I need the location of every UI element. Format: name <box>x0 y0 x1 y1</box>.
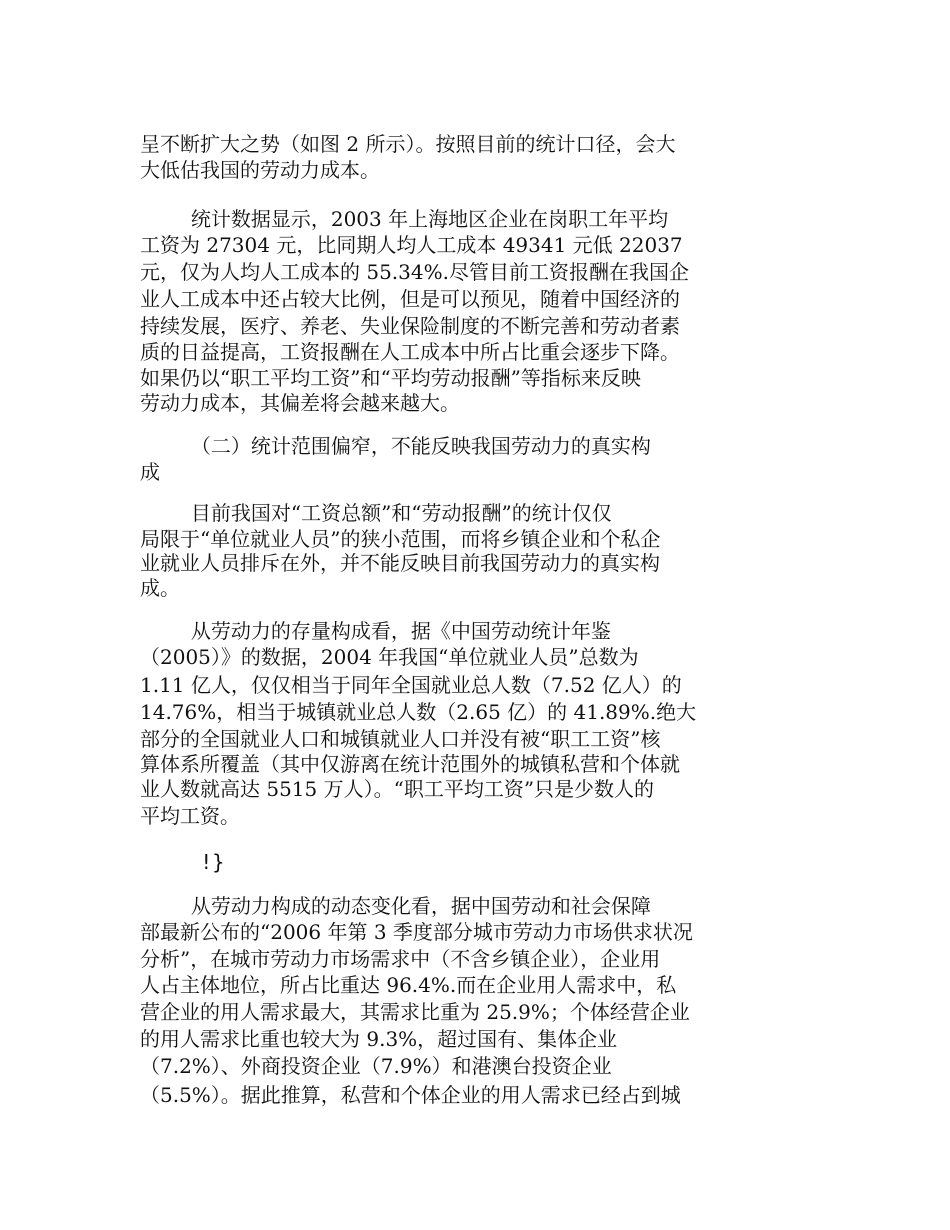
text-line: 元，仅为人均人工成本的 55.34%.尽管目前工资报酬在我国企 <box>140 260 689 284</box>
text-line: 目前我国对“工资总额”和“劳动报酬”的统计仅仅 <box>140 501 612 525</box>
text-line: 14.76%，相当于城镇就业总人数（2.65 亿）的 41.89%.绝大 <box>140 700 697 724</box>
text-line: 局限于“单位就业人员”的狭小范围，而将乡镇企业和个私企 <box>140 527 661 551</box>
text-line: 算体系所覆盖（其中仅游离在统计范围外的城镇私营和个体就 <box>140 752 680 776</box>
text-line: 部最新公布的“2006 年第 3 季度部分城市劳动力市场供求状况 <box>140 920 693 944</box>
text-line: 人占主体地位，所占比重达 96.4%.而在企业用人需求中，私 <box>140 973 677 997</box>
text-line: 从劳动力构成的动态变化看，据中国劳动和社会保障 <box>140 894 651 918</box>
text-line: 劳动力成本，其偏差将会越来越大。 <box>140 391 460 415</box>
stray-marks: !} <box>140 850 225 874</box>
text-line: （5.5%）。据此推算，私营和个体企业的用人需求已经占到城 <box>140 1083 681 1107</box>
text-line: 营企业的用人需求最大，其需求比重为 25.9%；个体经营企业 <box>140 1000 690 1024</box>
text-line: （7.2%）、外商投资企业（7.9%）和港澳台投资企业 <box>140 1054 612 1078</box>
text-line: 部分的全国就业人口和城镇就业人口并没有被“职工工资”核 <box>140 727 661 751</box>
text-line: 工资为 27304 元，比同期人均人工成本 49341 元低 22037 <box>140 233 683 257</box>
section-heading: （二）统计范围偏窄，不能反映我国劳动力的真实构 <box>140 434 651 458</box>
text-line: 呈不断扩大之势（如图 2 所示）。按照目前的统计口径，会大 <box>140 132 676 156</box>
text-line: 成。 <box>140 576 180 600</box>
text-line: 1.11 亿人，仅仅相当于同年全国就业总人数（7.52 亿人）的 <box>140 673 682 697</box>
text-line: 大低估我国的劳动力成本。 <box>140 158 380 182</box>
text-line: 质的日益提高，工资报酬在人工成本中所占比重会逐步下降。 <box>140 340 680 364</box>
text-line: 如果仍以“职工平均工资”和“平均劳动报酬”等指标来反映 <box>140 366 641 390</box>
text-line: 统计数据显示，2003 年上海地区企业在岗职工年平均 <box>140 207 669 231</box>
section-heading-cont: 成 <box>140 460 160 484</box>
text-line: 的用人需求比重也较大为 9.3%，超过国有、集体企业 <box>140 1027 618 1051</box>
text-line: 平均工资。 <box>140 804 240 828</box>
text-line: 分析”，在城市劳动力市场需求中（不含乡镇企业），企业用 <box>140 947 661 971</box>
text-line: 业就业人员排斥在外，并不能反映目前我国劳动力的真实构 <box>140 551 660 575</box>
text-line: 从劳动力的存量构成看，据《中国劳动统计年鉴 <box>140 619 611 643</box>
text-line: 业人数就高达 5515 万人）。“职工平均工资”只是少数人的 <box>140 777 655 801</box>
text-line: 持续发展，医疗、养老、失业保险制度的不断完善和劳动者素 <box>140 314 680 338</box>
text-line: 业人工成本中还占较大比例，但是可以预见，随着中国经济的 <box>140 287 680 311</box>
text-line: （2005）》的数据，2004 年我国“单位就业人员”总数为 <box>140 645 639 669</box>
